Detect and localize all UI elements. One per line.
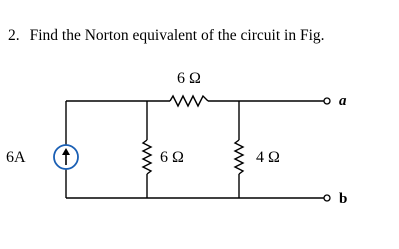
terminal-b[interactable] <box>324 195 330 201</box>
top-resistor-label: 6 Ω <box>177 70 201 87</box>
right-resistor-symbol <box>235 140 243 174</box>
middle-resistor-symbol <box>143 140 151 174</box>
middle-resistor-label: 6 Ω <box>160 149 184 166</box>
terminal-b-label: b <box>339 191 348 207</box>
current-source <box>54 145 78 169</box>
terminal-a[interactable] <box>324 98 330 104</box>
top-resistor-symbol <box>170 96 208 106</box>
right-resistor-label: 4 Ω <box>256 149 280 166</box>
problem-number: 2. <box>8 27 20 44</box>
source-label: 6A <box>6 149 26 166</box>
problem-text: Find the Norton equivalent of the circuit in Fig. <box>29 27 325 44</box>
circuit-wires <box>66 101 324 198</box>
terminal-a-label: a <box>339 93 347 109</box>
